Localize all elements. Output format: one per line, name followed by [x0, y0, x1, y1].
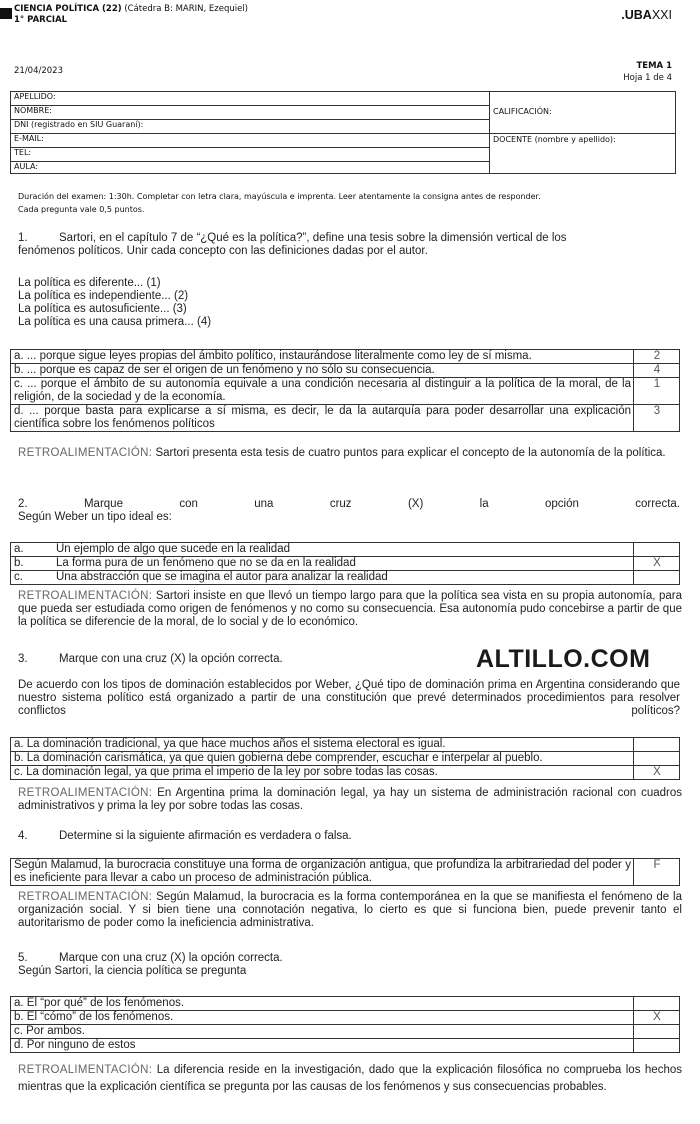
option-text: a. ... porque sigue leyes propias del ámbito político, instaurándose literalmente como ley de sí misma. [11, 350, 634, 364]
question-1-line2: fenómenos políticos. Unir cada concepto con las definiciones dadas por el autor. [18, 245, 428, 257]
option-body: La forma pura de un fenómeno que no se da en la realidad [56, 557, 356, 569]
option-row [11, 364, 680, 378]
option-row [11, 1011, 680, 1025]
student-info-table [10, 91, 676, 174]
feedback-label: RETROALIMENTACIÓN: [18, 590, 153, 602]
feedback-label: RETROALIMENTACIÓN: [18, 787, 153, 799]
tema-label: TEMA 1 [636, 61, 672, 71]
option-text: a. La dominación tradicional, ya que hace muchos años el sistema electoral es igual. [11, 738, 634, 752]
option-text: b. La dominación carismática, ya que quien gobierna debe comprender, escuchar e interpelar al pueblo. [11, 752, 634, 766]
answer-cell[interactable]: X [634, 1011, 680, 1025]
uba-logo-thin: XXI [651, 8, 672, 22]
field-nombre[interactable]: NOMBRE: [14, 106, 52, 115]
question-1-feedback [18, 447, 682, 460]
option-row [11, 752, 680, 766]
option-row [11, 405, 680, 432]
answer-cell[interactable]: 2 [634, 350, 680, 364]
question-1-number: 1. [18, 232, 28, 244]
question-2-prompt [18, 498, 680, 524]
question-5-text: Según Sartori, la ciencia política se pregunta [18, 965, 247, 977]
answer-cell[interactable]: X [634, 766, 680, 780]
field-dni[interactable]: DNI (registrado en SIU Guaraní): [14, 120, 144, 129]
option-row [11, 378, 680, 405]
concept-item: La política es independiente... (2) [18, 290, 189, 302]
question-1-options-table [10, 349, 680, 432]
course-header [14, 4, 248, 26]
option-text [11, 543, 634, 557]
q2-word: cruz [329, 498, 352, 510]
feedback-label: RETROALIMENTACIÓN: [18, 447, 153, 459]
question-3-instruction: Marque con una cruz (X) la opción correcta. [59, 653, 283, 665]
field-aula[interactable]: AULA: [14, 162, 38, 171]
tema-block [623, 60, 672, 84]
instructions [18, 190, 541, 216]
field-calificacion[interactable]: CALIFICACIÓN: [493, 107, 552, 116]
question-4-instruction: Determine si la siguiente afirmación es verdadera o falsa. [59, 830, 352, 842]
answer-cell[interactable] [634, 1025, 680, 1039]
q2-word: 2. [18, 498, 28, 510]
q2-word: opción [544, 498, 579, 510]
option-text: c. La dominación legal, ya que prima el imperio de la ley por sobre todas las cosas. [11, 766, 634, 780]
header-black-mark [0, 8, 12, 19]
answer-cell[interactable]: 3 [634, 405, 680, 432]
option-body: Un ejemplo de algo que sucede en la realidad [56, 543, 290, 555]
feedback-text: Sartori insiste en que llevó un tiempo largo para que la política sea vista en su propia autonomía, para que pueda ser estudiada como origen de fenómenos y no como su consecuencia. Esa autonomía pudo concebirse a partir de que la política se diferencie de la moral, de lo social y de lo económico. [18, 590, 682, 628]
q2-word: (X) [407, 498, 424, 510]
answer-cell[interactable] [634, 571, 680, 585]
feedback-text: Según Malamud, la burocracia es la forma contemporánea en la que se manifiesta el fenómeno de la organización social. Y si bien tiene una connotación negativa, lo cierto es que si funciona bien, puede prevenir tanto el autoritarismo de poder como la ineficiencia administrativa. [18, 891, 682, 929]
option-body: Una abstracción que se imagina el autor para analizar la realidad [56, 571, 388, 583]
question-1-prompt [18, 232, 680, 258]
uba-logo [621, 8, 672, 22]
option-text: b. ... porque es capaz de ser el origen de un fenómeno y no sólo su consecuencia. [11, 364, 634, 378]
option-row [11, 543, 680, 557]
option-row [11, 997, 680, 1011]
statement-text: Según Malamud, la burocracia constituye una forma de organización antigua, que profundiza la arbitrariedad del poder y es ineficiente para llevar a cabo un proceso de administración pública. [11, 859, 634, 886]
option-text [11, 571, 634, 585]
option-row [11, 766, 680, 780]
concept-item: La política es una causa primera... (4) [18, 316, 212, 328]
answer-cell[interactable]: X [634, 557, 680, 571]
feedback-label: RETROALIMENTACIÓN: [18, 891, 153, 903]
uba-logo-bold: .UBA [621, 8, 652, 22]
option-text: c. ... porque el ámbito de su autonomía equivale a una condición necesaria al distinguir a la política de la moral, de la religión, de la sociedad y de la economía. [11, 378, 634, 405]
question-4-prompt [18, 830, 680, 843]
question-5-prompt [18, 952, 680, 978]
field-email[interactable]: E-MAIL: [14, 134, 44, 143]
option-label: a. [14, 543, 24, 555]
option-row [11, 557, 680, 571]
watermark-logo: ALTILLO.COM [476, 645, 651, 673]
q2-word: una [254, 498, 274, 510]
answer-cell[interactable]: 1 [634, 378, 680, 405]
statement-row [11, 859, 680, 886]
concept-item: La política es diferente... (1) [18, 277, 161, 289]
question-4-number: 4. [18, 830, 28, 842]
question-2-feedback [18, 590, 682, 629]
option-text: a. El “por qué” de los fenómenos. [11, 997, 634, 1011]
question-2-line1 [18, 498, 680, 511]
option-row [11, 1025, 680, 1039]
question-5-feedback [18, 1062, 682, 1096]
page-counter: Hoja 1 de 4 [623, 73, 672, 83]
q2-word: Marque [83, 498, 123, 510]
instruction-points: Cada pregunta vale 0,5 puntos. [18, 205, 145, 214]
option-text [11, 557, 634, 571]
question-3-options-table [10, 737, 680, 780]
feedback-text: Sartori presenta esta tesis de cuatro puntos para explicar el concepto de la autonomía de la política. [155, 447, 666, 459]
feedback-text: En Argentina prima la dominación legal, ya hay un sistema de administración racional con cuadros administrativos y prima la ley por sobre todas las cosas. [18, 787, 682, 812]
exam-date: 21/04/2023 [14, 66, 63, 76]
option-label: c. [14, 571, 23, 583]
instruction-duration: Duración del examen: 1:30h. Completar con letra clara, mayúscula e imprenta. Leer atentamente la consigna antes de responder. [18, 192, 541, 201]
answer-cell[interactable] [634, 752, 680, 766]
question-1-concepts [18, 277, 680, 329]
divider [489, 133, 675, 134]
option-text: d. ... porque basta para explicarse a sí misma, es decir, le da la autarquía para poder desarrollar una explicación científica sobre los fenómenos políticos [11, 405, 634, 432]
question-2-options-table [10, 542, 680, 585]
question-4-feedback [18, 891, 682, 930]
field-docente[interactable]: DOCENTE (nombre y apellido): [493, 135, 616, 144]
question-5-instruction: Marque con una cruz (X) la opción correcta. [59, 952, 283, 964]
q2-word: la [479, 498, 489, 510]
answer-cell[interactable] [634, 997, 680, 1011]
option-text: d. Por ninguno de estos [11, 1039, 634, 1053]
question-3-feedback [18, 787, 682, 813]
question-3-number: 3. [18, 653, 28, 665]
exam-name: 1° PARCIAL [14, 15, 68, 25]
answer-cell[interactable] [634, 543, 680, 557]
concept-item: La política es autosuficiente... (3) [18, 303, 187, 315]
option-row [11, 571, 680, 585]
question-3-text: De acuerdo con los tipos de dominación establecidos por Weber, ¿Qué tipo de dominación prima en Argentina considerando que nuestro sistema político está organizado a partir de una constitución que prevé determinados procedimientos para resolver conflictos políticos? [18, 679, 680, 717]
course-chair: (Cátedra B: MARIN, Ezequiel) [124, 4, 249, 14]
field-tel[interactable]: TEL: [14, 148, 32, 157]
option-text: c. Por ambos. [11, 1025, 634, 1039]
question-4-table [10, 858, 680, 886]
course-title: CIENCIA POLÍTICA (22) [14, 4, 122, 14]
question-5-number: 5. [18, 952, 28, 964]
q2-word: con [179, 498, 198, 510]
field-apellido[interactable]: APELLIDO: [14, 92, 56, 101]
answer-cell[interactable]: F [634, 859, 680, 886]
option-row [11, 1039, 680, 1053]
answer-cell[interactable]: 4 [634, 364, 680, 378]
option-row [11, 738, 680, 752]
question-2-line2: Según Weber un tipo ideal es: [18, 511, 172, 523]
q2-word: correcta. [635, 498, 680, 510]
option-text: b. El “cómo” de los fenómenos. [11, 1011, 634, 1025]
answer-cell[interactable] [634, 1039, 680, 1053]
question-5-options-table [10, 996, 680, 1053]
feedback-label: RETROALIMENTACIÓN: [18, 1064, 153, 1076]
option-label: b. [14, 557, 24, 569]
question-1-line1: Sartori, en el capítulo 7 de “¿Qué es la política?”, define una tesis sobre la dimensión vertical de los [59, 232, 567, 244]
option-row [11, 350, 680, 364]
answer-cell[interactable] [634, 738, 680, 752]
feedback-text: La diferencia reside en la investigación, dado que la explicación filosófica no comprueba los hechos mientras que la explicación científica se pregunta por las causas de los fenómenos y sus consecuencias probables. [18, 1064, 682, 1093]
